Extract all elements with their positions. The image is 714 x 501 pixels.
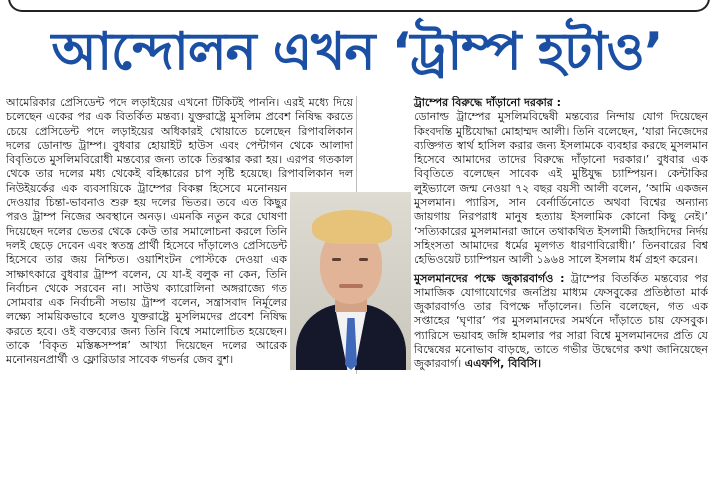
- left-paragraph-text: আমেরিকার প্রেসিডেন্ট পদে লড়াইয়ের এখনো টিকিটই পাননি। এরই মধ্যে দিয়ে চলেছেন একের পর এক বিতর্কিত মন্তব্য। যুক্তরাষ্ট্রে মুসলিম প্রবেশ নিষিদ্ধ করতে চেয়ে প্রেসিডেন্ট পদে লড়াইয়ের অধিকারই খোয়াতে চলেছেন রিপাবলিকান দলের ডোনাল্ড ট্রাম্প। বুধবার হোয়াইট হাউস এবং পেন্টাগন থেকে আলাদা বিবৃতিতে মুসলিমবিরোধী মন্তব্যের জন্য তাকে তিরস্কার করা হয়। এরপর গতকাল থেকে তার দলের মধ্য থেকেই বহিষ্কারের চাপ সৃষ্টি হয়েছে। রিপাবলিকান দল নিউইয়র্কের এক ব্যবসায়িকে ট্রাম্পের বিকল্প হিসেবে মনোনয়ন দেওয়ার চিন্তা-ভাবনাও শুরু হয় দলের ভিতর। তবে এত কিছুর পরও ট্রাম্প নিজের অবস্থানে অনড়। এমনকি নতুন করে ঘোষণা দিয়েছেন দলের ভেতর থেকে কেউ তার সমালোচনা করলে তিনি দলই ছেড়ে দেবেন এবং স্বতন্ত্র প্রার্থী হিসেবে দাঁড়ালেও প্রেসিডেন্ট হিসেবে তার জয় নিশ্চিত। ওয়াশিংটন পোস্টকে দেওয়া এক সাক্ষাৎকারে বুধবার ট্রাম্প বলেন, যে যা-ই বলুক না কেন, তিনি নির্বাচন থেকে সরবেন না। সাউথ ক্যারোলিনা অঙ্গরাজ্যে গত সোমবার এক নির্বাচনী সভায় ট্রাম্প বলেন, সন্ত্রাসবাদ নির্মূলের লক্ষ্যে সাময়িকভাবে হলেও যুক্তরাষ্ট্রে মুসলিমদের প্রবেশ নিষিদ্ধ করতে হবে। ওই বক্তব্যের জন্য তিনি বিশ্বে সমালোচিত হয়েছেন। তাকে ‘বিকৃত মস্তিষ্কসম্পন্ন’ আখ্যা দিয়েছেন দলের আরেক মনোনয়নপ্রার্থী ও ফ্লোরিডার সাবেক গভর্নর জেব বুশ।: [6, 96, 353, 367]
- right-paragraph-1-text: ডোনাল্ড ট্রাম্পের মুসলিমবিদ্বেষী মন্তব্যের নিন্দায় যোগ দিয়েছেন কিংবদন্তি মুষ্টিযোদ্ধা মোহাম্মদ আলী। তিনি বলেছেন, ‘যারা নিজেদের ব্যক্তিগত স্বার্থ হাসিল করার জন্য ইসলামকে ব্যবহার করছে মুসলমান হিসেবে আমাদের তাদের বিরুদ্ধে দাঁড়ানো দরকার।’ বুধবার এক বিবৃতিতে বলেছেন সাবেক এই মুষ্টিযুদ্ধ চ্যাম্পিয়ন। কেন্টাকির লুইভ্যালে জন্ম নেওয়া ৭২ বছর বয়সী আলী বলেন, ‘আমি একজন মুসলমান। প্যারিস, সান বের্নার্ডিনোতে অথবা বিশ্বের অন্যান্য জায়গায় নিরপরাধ মানুষ হত্যায় ইসলামিক কোনো কিছু নেই।’ ‘সত্যিকারের মুসলমানরা জানে তথাকথিত ইসলামী জিহাদিদের নির্দয় সহিংসতা আমাদের ধর্মের মূলগত ধারণাবিরোধী।’ তিনবারের বিশ্ব হেভিওয়েট চ্যাম্পিয়ন আলী ১৯৬৪ সালে ইসলাম ধর্ম গ্রহণ করেন।: [414, 110, 708, 267]
- right-paragraph-1: [362, 96, 708, 110]
- right-paragraph-2-text: ট্রাম্পের বিতর্কিত মন্তব্যের পর সামাজিক যোগাযোগের জনপ্রিয় মাধ্যম ফেসবুকের প্রতিষ্ঠাতা মার্ক জুকারবার্গও তার বিপক্ষে দাঁড়ালেন। তিনি বলেছেন, গত এক সপ্তাহের ‘ঘৃণার’ পর মুসলমানদের সমর্থনে দাঁড়াতে চায় ফেসবুক। প্যারিসে ভয়াবহ জঙ্গি হামলার পর সারা বিশ্বে মুসলমানদের প্রতি যে বিদ্বেষের মনোভাব বাড়ছে, তাতে গভীর উদ্বেগের কথা জানিয়েছেন জুকারবার্গ।: [414, 271, 708, 371]
- subhead-zuckerberg: মুসলমানদের পক্ষে জুকারবার্গও :: [414, 271, 565, 285]
- top-border: [0, 0, 714, 14]
- byline: এএফপি, বিবিসি।: [464, 357, 542, 371]
- right-column: [362, 96, 708, 498]
- headline: আন্দোলন এখন ‘ট্রাম্প হটাও’: [51, 22, 663, 82]
- subhead-stand-against: ট্রাম্পের বিরুদ্ধে দাঁড়ানো দরকার :: [414, 96, 562, 109]
- portrait-photo-frame: [290, 192, 411, 370]
- right-paragraph-2: [362, 272, 708, 372]
